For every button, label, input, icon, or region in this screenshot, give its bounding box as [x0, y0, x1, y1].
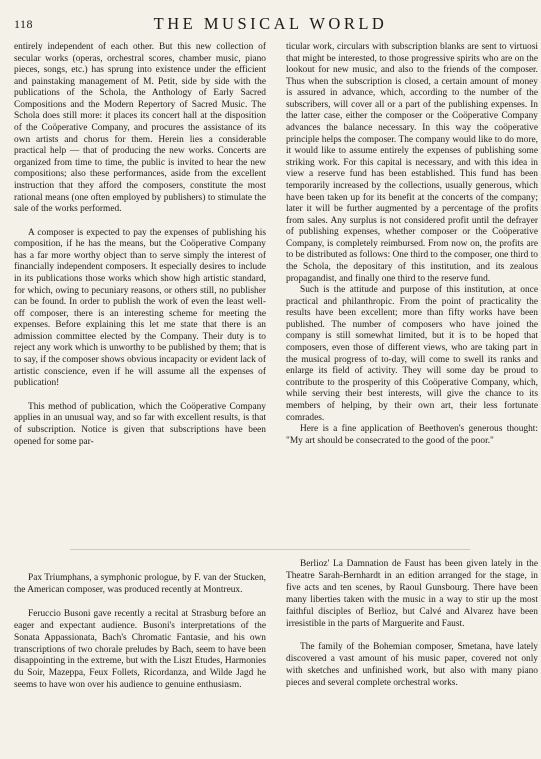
article-paragraph: ticular work, circulars with subscription blanks are sent to virtuosi that might be interested, to those progressive spirits who are on the lookout for new music, and also to the friends of the composer. Thus when the subscription is closed, a certain amount of money is assured in advance, which, according to the number of the subscribers, will cover all or a part of the publishing expenses. In the latter case, either the composer or the Coöperative Company advances the balance necessary. In this way the coöperative principle helps the composer. The company would like to do more, it would like to assume entirely the expenses of publishing some striking work. For this capital is necessary, and with this idea in view a reserve fund has been established. This fund has been temporarily increased by the collections, usually generous, which have been taken up for its benefit at the concerts of the company; later it will be further augmented by a percentage of the profits from sales. Any surplus is not considered profit until the defrayer of publishing expenses, whether composer or the Coöperative Company, is completely reimbursed. From now on, the profits are to be distributed as follows: One third to the composer, one third to the Schola, the depositary of this institution, and its zealous propagandist, and finally one third to the reserve fund. — [286, 42, 538, 284]
news-item: Feruccio Busoni gave recently a recital at Strasburg before an eager and expectant audience. Busoni's interpretations of the Sonata Appassionata, Bach's Chromatic Fantasie, and his own transcriptions of two chorale preludes by Bach, seem to have been disappointing in the extreme, but with the Liszt Etudes, Harmonies du Soir, Mazeppa, Feux Follets, Ricordanza, and Wilde Jagd he seems to have won over his audience to genuine enthusiasm. — [14, 608, 266, 691]
section-divider — [70, 549, 470, 550]
news-column-left — [14, 573, 266, 692]
news-column-right — [286, 559, 538, 690]
page-number: 118 — [14, 17, 34, 31]
page-header — [14, 14, 527, 36]
article-paragraph: This method of publication, which the Coöperative Company applies in an unusual way, and so far with excellent results, is that of subscription. Notice is given that subscriptions have been opened for some par- — [14, 401, 266, 447]
article-column-right — [286, 42, 538, 447]
news-item: The family of the Bohemian composer, Smetana, have lately discovered a vast amount of his music paper, covered not only with sketches and unfinished work, but also with many piano pieces and several complete orchestral works. — [286, 642, 538, 689]
running-title: THE MUSICAL WORLD — [153, 14, 388, 33]
article-paragraph: entirely independent of each other. But this new collection of secular works (operas, orchestral scores, chamber music, piano pieces, songs, etc.) has sprung into existence under the efficient and painstaking management of M. Petit, side by side with the publications of the Schola, the Anthology of Early Sacred Compositions and the Modern Repertory of Sacred Music. The Schola does still more: it places its concert hall at the disposition of the Coöperative Company, and procures the assistance of its own artists and chorus for them. Herein lies a considerable practical help — that of producing the new works. Concerts are organized from time to time, the public is invited to hear the new compositions; also these performances, aside from the excellent instruction that they afford the composers, constitute the most rational means (one often employed by publishers) to stimulate the sale of the works performed. — [14, 42, 266, 215]
news-item: Pax Triumphans, a symphonic prologue, by F. van der Stucken, the American composer, was produced recently at Montreux. — [14, 573, 266, 595]
article-paragraph: Here is a fine application of Beethoven's generous thought: "My art should be consecrated to the good of the poor." — [286, 424, 538, 446]
article-paragraph: A composer is expected to pay the expenses of publishing his composition, if he has the means, but the Coöperative Company has a far more worthy object than to serve simply the interest of financially independent composers. It especially desires to include in its publications those works which show high artistic standard, for which, owing to pecuniary reasons, or others still, no publisher can be found. In order to publish the work of even the least well-off composer, there is an interesting scheme for meeting the expenses. Before explaining this let me state that there is an admission committee elected by the Company. Their duty is to reject any work which is unworthy to be published by them; that is to say, if the composer shows obvious incapacity or evident lack of artistic conscience, even if he will assume all the expenses of publication! — [14, 227, 266, 389]
article-paragraph: Such is the attitude and purpose of this institution, at once practical and philanthropic. From the point of practicality the results have been excellent; more than fifty works have been published. The number of composers who have joined the company is still somewhat limited, but it is to be hoped that composers, even those of different views, who are taking part in the musical progress of to-day, will come to swell its ranks and enlarge its field of activity. They will some day be proud to contribute to the prosperity of this Coöperative Company, which, while serving their best interests, will give the chance to its members of helping, by their own art, their less fortunate comrades. — [286, 285, 538, 423]
article-column-left — [14, 42, 266, 448]
news-item: Berlioz' La Damnation de Faust has been given lately in the Theatre Sarah-Bernhardt in an edition arranged for the stage, in five acts and ten scenes, by Raoul Gunsbourg. There have been many liberties taken with the music in a way to stir up the most faithful disciples of Berlioz, but Calvé and Alvarez have been irresistible in the parts of Marguerite and Faust. — [286, 559, 538, 629]
